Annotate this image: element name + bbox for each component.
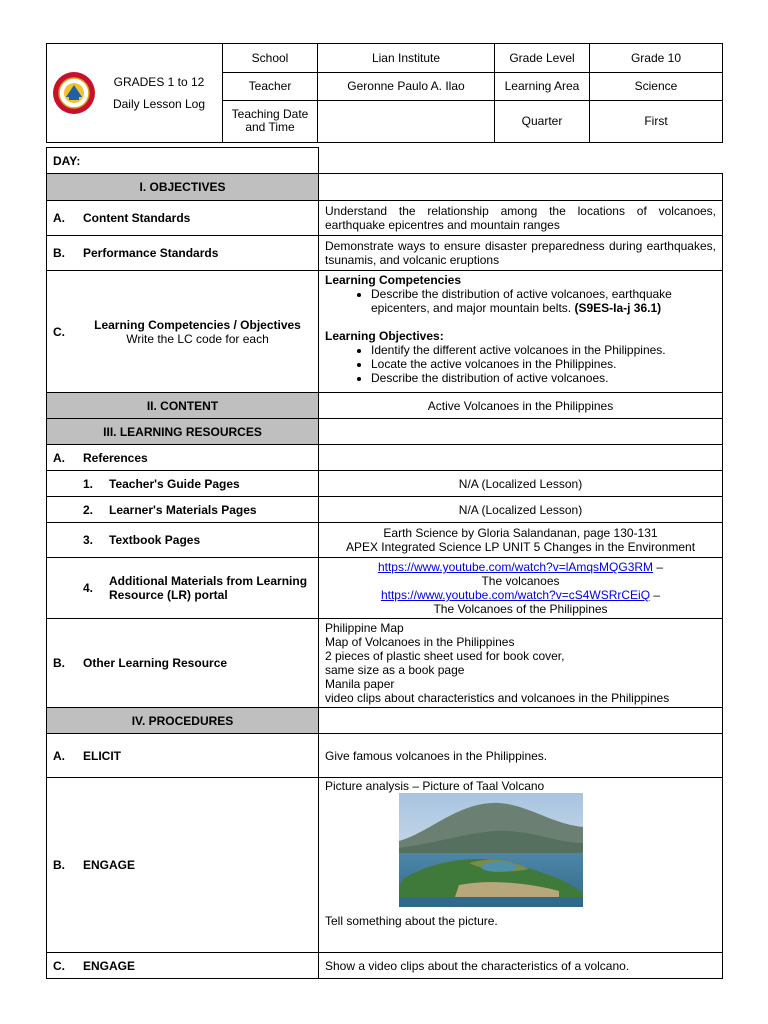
content-heading: II. CONTENT [47,393,319,419]
elicit-label: A. ELICIT [47,734,319,778]
learning-area-label: Learning Area [495,73,590,100]
engage-question: Tell something about the picture. [325,914,498,928]
other-learning-resource-text: Philippine Map Map of Volcanoes in the Philippines 2 pieces of plastic sheet used for book cover, same size as a book page Manila paper video clips about characteristics and volcanoes in the Philippines [319,619,723,708]
log-title: Daily Lesson Log [112,97,206,111]
teacher-value: Geronne Paulo A. Ilao [318,73,495,100]
list-item: • Identify the different active volcanoes in the Philippines. [371,343,716,357]
engage-video-label: C. ENGAGE [47,953,319,979]
content-standards-label: A. Content Standards [47,201,319,236]
performance-standards-text: Demonstrate ways to ensure disaster preparedness during earthquakes, tsunamis, and volcanic eruptions [319,236,723,271]
content-standards-text: Understand the relationship among the locations of volcanoes, earthquake epicentres and mountain ranges [319,201,723,236]
engage-label: B. ENGAGE [47,778,319,953]
references-label: A. References [47,445,319,471]
lesson-log-page [46,43,722,979]
learning-competencies-label: C. Learning Competencies / Objectives Write the LC code for each [47,271,319,393]
list-item: • Describe the distribution of active volcanoes, earthquake epicenters, and major mountain belts. (S9ES-Ia-j 36.1) [371,287,716,315]
quarter-value: First [590,100,723,142]
textbook-pages-label: 3. Textbook Pages [47,523,319,558]
objectives-heading: I. OBJECTIVES [47,174,319,201]
teaching-date-label: Teaching Date and Time [223,100,318,142]
performance-standards-label: B. Performance Standards [47,236,319,271]
teachers-guide-label: 1. Teacher's Guide Pages [47,471,319,497]
taal-volcano-image [399,793,583,907]
teacher-label: Teacher [223,73,318,100]
engage-cell [319,778,723,953]
procedures-heading-blank [319,708,723,734]
other-learning-resource-label: B. Other Learning Resource [47,619,319,708]
school-value: Lian Institute [318,44,495,73]
header-logo-cell [47,44,223,143]
grade-level-label: Grade Level [495,44,590,73]
resources-heading: III. LEARNING RESOURCES [47,419,319,445]
learners-materials-value: N/A (Localized Lesson) [319,497,723,523]
list-item: • Describe the distribution of active volcanoes. [371,371,716,385]
lc-list [325,287,716,315]
elicit-text: Give famous volcanoes in the Philippines. [319,734,723,778]
lo-list [325,343,716,385]
list-item: • Locate the active volcanoes in the Philippines. [371,357,716,371]
teachers-guide-value: N/A (Localized Lesson) [319,471,723,497]
learners-materials-label: 2. Learner's Materials Pages [47,497,319,523]
learning-competencies-text: Learning Competencies • Describe the distribution of active volcanoes, earthquake epicenters, and major mountain belts. (S9ES-Ia-j 36.1) Learning Objectives: • Identify the different active volcanoes in the Philippines. • Locate the active volcanoes in the Philippines. • Describe the distribution of active volcanoes. [319,271,723,393]
engage-prompt: Picture analysis – Picture of Taal Volcano [325,779,545,793]
content-text: Active Volcanoes in the Philippines [319,393,723,419]
resources-heading-blank [319,419,723,445]
references-blank [319,445,723,471]
header-table [46,43,723,143]
quarter-label: Quarter [495,100,590,142]
procedures-heading: IV. PROCEDURES [47,708,319,734]
objectives-heading-blank [319,174,723,201]
school-label: School [223,44,318,73]
school-seal-icon [52,71,96,115]
engage-video-text: Show a video clips about the characteristics of a volcano. [319,953,723,979]
additional-materials-label: 4. Additional Materials from Learning Resource (LR) portal [47,558,319,619]
teaching-date-value [318,100,495,142]
day-value [319,148,723,174]
additional-materials-value: https://www.youtube.com/watch?v=lAmqsMQG3RM – The volcanoes https://www.youtube.com/watch?v=cS4WSRrCEiQ – The Volcanoes of the Philippines [319,558,723,619]
day-label: DAY: [47,148,319,174]
grades-title: GRADES 1 to 12 [113,75,205,89]
youtube-link-volcanoes[interactable]: https://www.youtube.com/watch?v=lAmqsMQG3RM [377,560,654,574]
textbook-pages-value: Earth Science by Gloria Salandanan, page 130-131 APEX Integrated Science LP UNIT 5 Changes in the Environment [319,523,723,558]
grade-level-value: Grade 10 [590,44,723,73]
youtube-link-philippine-volcanoes[interactable]: https://www.youtube.com/watch?v=cS4WSRrCEiQ [380,588,651,602]
learning-area-value: Science [590,73,723,100]
lesson-table [46,147,723,979]
